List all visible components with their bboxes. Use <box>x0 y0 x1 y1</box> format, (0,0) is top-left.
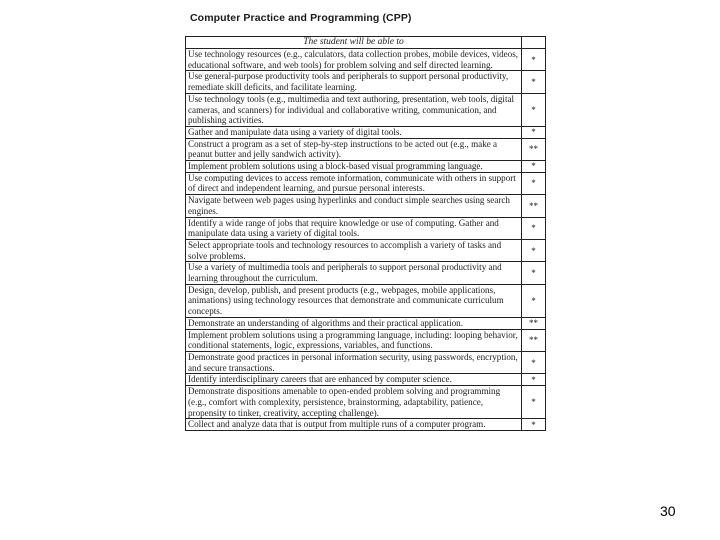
standard-mark: * <box>522 49 546 71</box>
standard-text: Use technology tools (e.g., multimedia and text authoring, presentation, web tools, digital cameras, and scanners) for individual and collaborative writing, communication, and publishing activities. <box>186 93 522 126</box>
table-row <box>186 49 546 71</box>
standard-mark: ** <box>522 138 546 160</box>
standard-text: Construct a program as a set of step-by-step instructions to be acted out (e.g., make a peanut butter and jelly sandwich activity). <box>186 138 522 160</box>
table-row <box>186 329 546 351</box>
table-row <box>186 195 546 217</box>
page-number: 30 <box>660 503 676 519</box>
table-row <box>186 161 546 173</box>
standard-mark: * <box>522 71 546 93</box>
standard-text: Select appropriate tools and technology resources to accomplish a variety of tasks and solve problems. <box>186 239 522 261</box>
table-row <box>186 217 546 239</box>
standard-text: Identify interdisciplinary careers that are enhanced by computer science. <box>186 374 522 386</box>
table-row <box>186 239 546 261</box>
table-row <box>186 386 546 419</box>
table-row <box>186 317 546 329</box>
standards-table <box>185 36 546 431</box>
standard-mark: * <box>522 161 546 173</box>
standard-text: Identify a wide range of jobs that require knowledge or use of computing. Gather and manipulate data using a variety of digital tools. <box>186 217 522 239</box>
standard-mark: ** <box>522 329 546 351</box>
standard-mark: * <box>522 126 546 138</box>
standard-mark: * <box>522 284 546 317</box>
standard-text: Use general-purpose productivity tools and peripherals to support personal productivity, remediate skill deficits, and facilitate learning. <box>186 71 522 93</box>
document-title: Computer Practice and Programming (CPP) <box>190 12 412 24</box>
standard-text: Design, develop, publish, and present products (e.g., webpages, mobile applications, animations) using technology resources that demonstrate and communicate curriculum concepts. <box>186 284 522 317</box>
standard-text: Implement problem solutions using a block-based visual programming language. <box>186 161 522 173</box>
table-row <box>186 126 546 138</box>
standard-text: Use computing devices to access remote information, communicate with others in support of direct and independent learning, and pursue personal interests. <box>186 172 522 194</box>
standard-mark: ** <box>522 317 546 329</box>
table-row <box>186 71 546 93</box>
standard-mark: * <box>522 217 546 239</box>
table-header-empty-cell <box>522 37 546 49</box>
table-row <box>186 138 546 160</box>
table-row <box>186 351 546 373</box>
standard-mark: * <box>522 386 546 419</box>
standard-mark: * <box>522 419 546 431</box>
standard-mark: * <box>522 374 546 386</box>
standard-text: Use a variety of multimedia tools and peripherals to support personal productivity and learning throughout the curriculum. <box>186 262 522 284</box>
standard-mark: * <box>522 93 546 126</box>
standard-mark: ** <box>522 195 546 217</box>
table-row <box>186 374 546 386</box>
standard-text: Collect and analyze data that is output from multiple runs of a computer program. <box>186 419 522 431</box>
standard-mark: * <box>522 172 546 194</box>
standard-text: Demonstrate good practices in personal information security, using passwords, encryption, and secure transactions. <box>186 351 522 373</box>
standard-text: Implement problem solutions using a programming language, including: looping behavior, conditional statements, logic, expressions, variables, and functions. <box>186 329 522 351</box>
table-row <box>186 419 546 431</box>
standard-text: Gather and manipulate data using a variety of digital tools. <box>186 126 522 138</box>
standard-mark: * <box>522 239 546 261</box>
standard-mark: * <box>522 262 546 284</box>
standards-table-body <box>186 37 546 431</box>
table-header-row <box>186 37 546 49</box>
table-row <box>186 93 546 126</box>
table-row <box>186 262 546 284</box>
standard-text: Use technology resources (e.g., calculators, data collection probes, mobile devices, videos, educational software, and web tools) for problem solving and self directed learning. <box>186 49 522 71</box>
table-header: The student will be able to <box>186 37 522 49</box>
standard-text: Navigate between web pages using hyperlinks and conduct simple searches using search engines. <box>186 195 522 217</box>
table-row <box>186 284 546 317</box>
table-row <box>186 172 546 194</box>
standard-mark: * <box>522 351 546 373</box>
standard-text: Demonstrate dispositions amenable to open-ended problem solving and programming (e.g., comfort with complexity, persistence, brainstorming, adaptability, patience, propensity to tinker, creativity, accepting challenge). <box>186 386 522 419</box>
standard-text: Demonstrate an understanding of algorithms and their practical application. <box>186 317 522 329</box>
